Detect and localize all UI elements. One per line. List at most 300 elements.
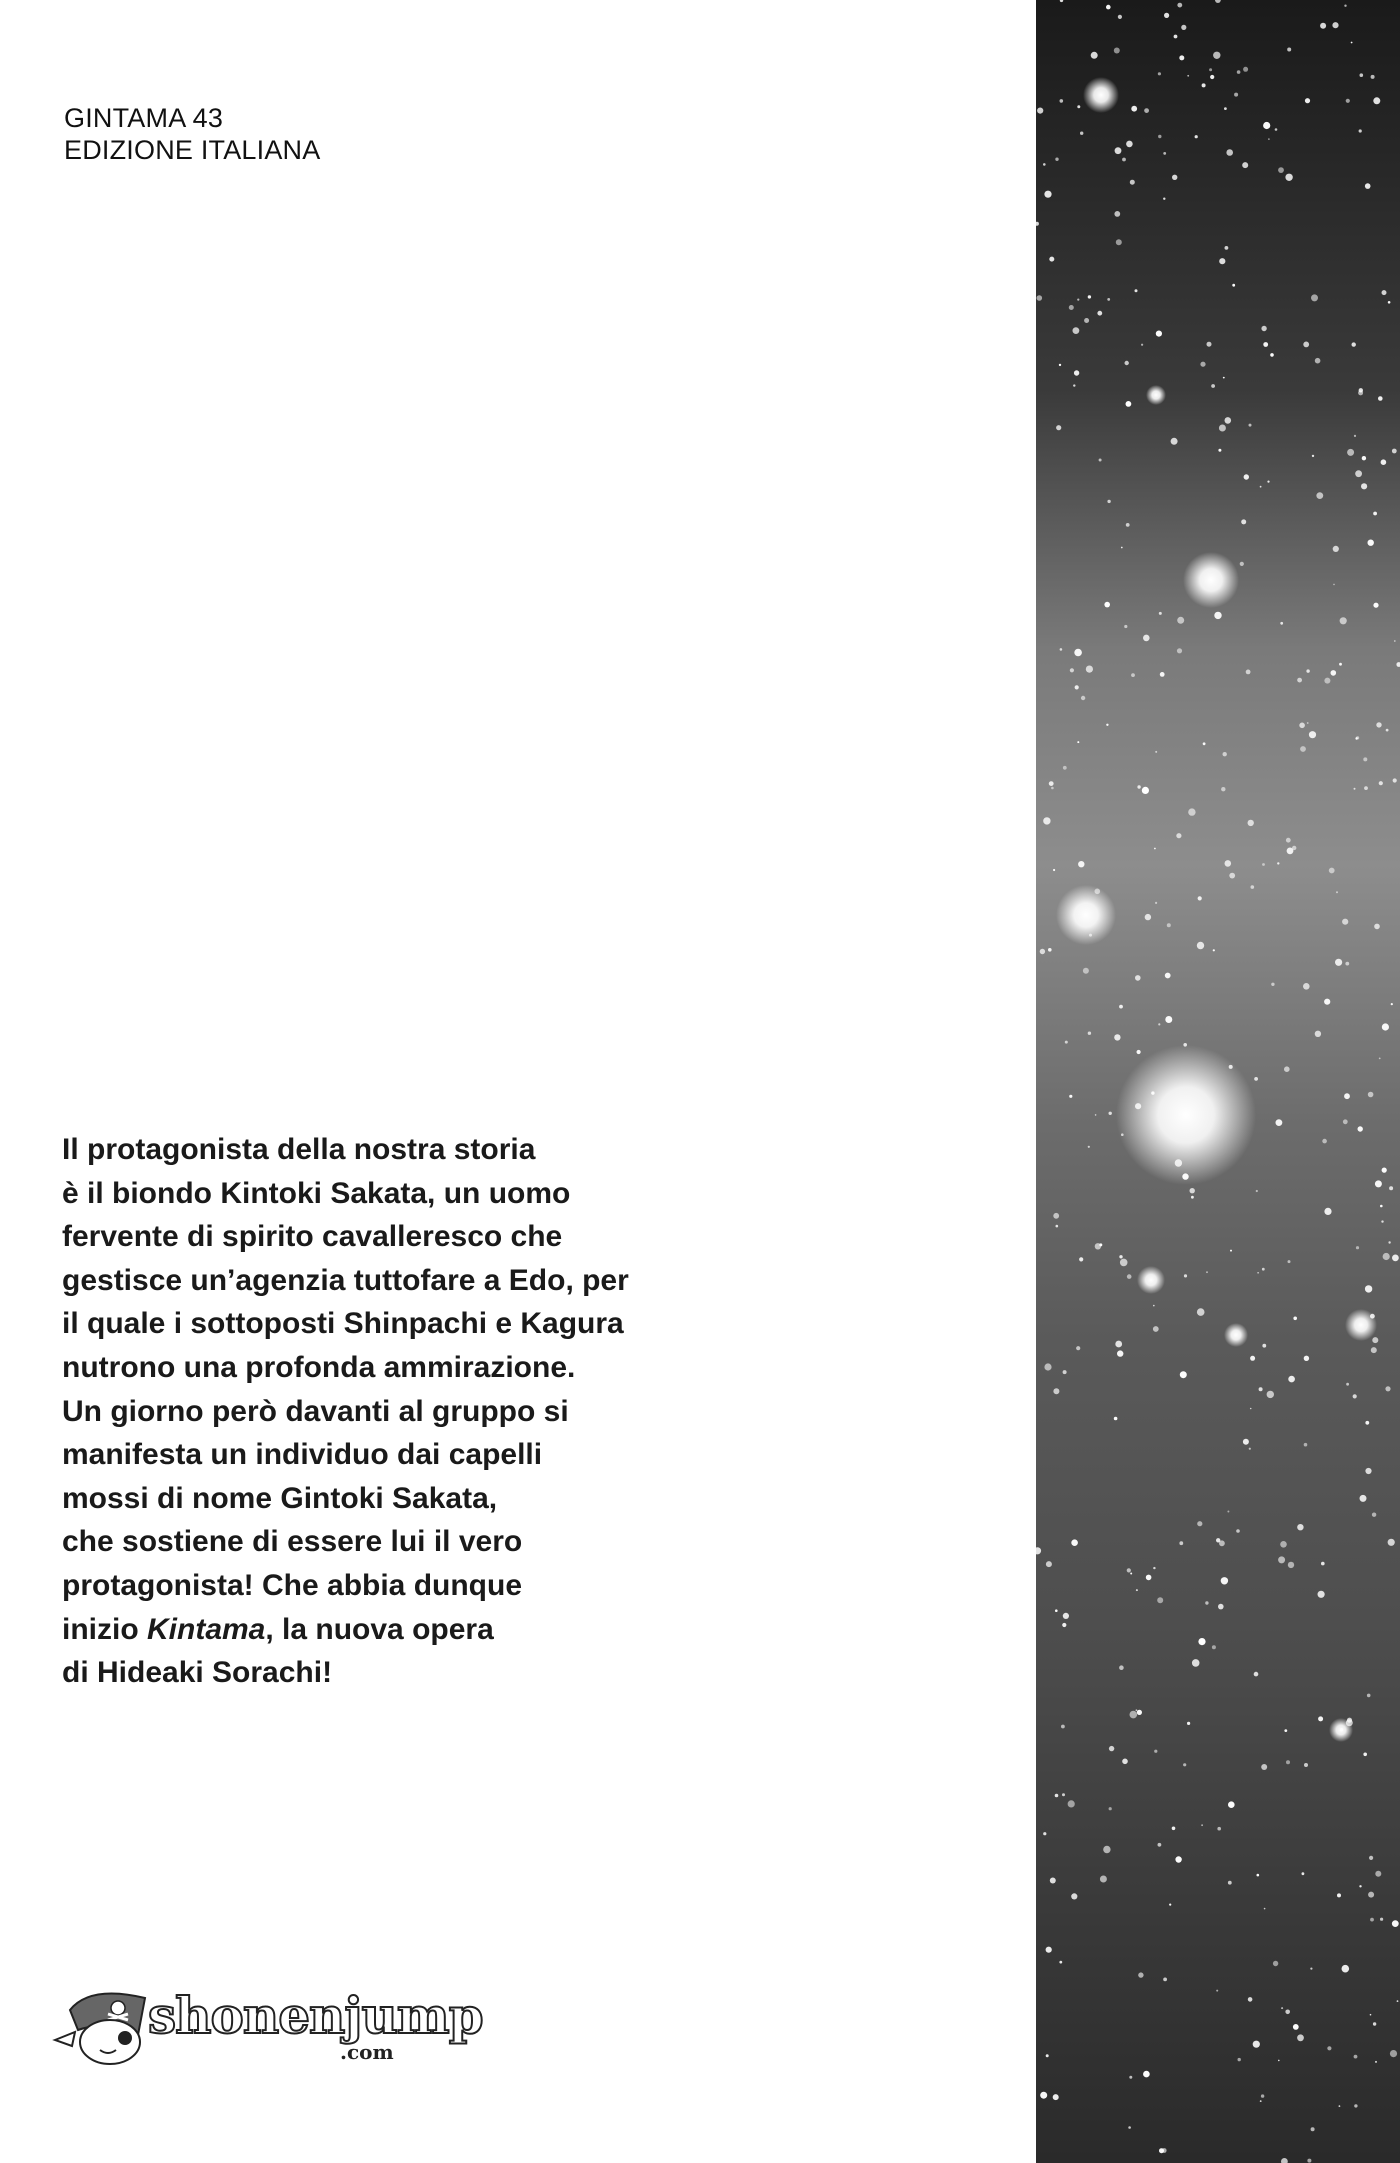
star [1371,75,1375,79]
star [1273,1961,1278,1966]
star [1177,3,1182,8]
star [1089,934,1092,937]
star [1119,1005,1123,1009]
star [1036,222,1039,226]
star [1165,1016,1172,1023]
star [1136,1589,1138,1591]
star [1363,1753,1367,1757]
star [1388,1241,1390,1243]
star [1304,1763,1308,1767]
star [1177,617,1184,624]
star [1280,622,1283,625]
starfield-image [1036,0,1400,2163]
star [1107,298,1110,301]
star [1153,1326,1159,1332]
star [1370,1314,1375,1319]
star [1223,377,1225,379]
star [1309,731,1316,738]
star [1271,983,1274,986]
synopsis-line: fervente di spirito cavalleresco che [62,1220,563,1254]
star [1382,1023,1389,1030]
star [1396,662,1400,667]
star [1142,787,1149,794]
star [1300,746,1306,752]
bright-star [1224,1323,1248,1347]
star [1062,1793,1065,1796]
star [1356,1246,1359,1249]
synopsis-line: gestisce un’agenzia tuttofare a Edo, per [62,1263,629,1297]
star [1053,2094,1059,2100]
star [1307,2159,1311,2163]
star [1365,1468,1371,1474]
star [1369,1856,1373,1860]
star [1320,23,1326,29]
star [1062,1623,1066,1627]
star [1077,741,1079,743]
star [1049,257,1054,262]
star [1056,1225,1059,1228]
star [1392,1920,1399,1927]
star [1143,2071,1150,2078]
star [1236,1529,1240,1533]
star [1324,678,1330,684]
star [1055,158,1058,161]
star [1380,1918,1383,1921]
star [1382,1168,1387,1173]
star [1382,290,1387,295]
star [1388,1539,1395,1546]
star [1318,1716,1323,1721]
star [1333,546,1339,552]
star [1223,752,1227,756]
star [1225,246,1229,250]
star [1339,663,1342,666]
star [1277,862,1279,864]
star [1276,1119,1283,1126]
star [1191,1196,1194,1199]
star [1267,1391,1274,1398]
star [1373,2022,1376,2025]
star [1205,1601,1208,1604]
star [1129,2076,1132,2079]
star [1046,2054,1049,2057]
star [1302,1872,1305,1875]
star [1100,1876,1107,1883]
star [1383,1253,1390,1260]
star [1346,99,1350,103]
star [1117,1350,1123,1356]
starfield-illustration [1036,0,1400,2163]
star [1114,48,1120,54]
star [1260,486,1262,488]
star [1288,1376,1295,1383]
star [1306,669,1309,672]
star [1164,13,1169,18]
star [1230,1250,1232,1252]
star [1257,1874,1260,1877]
star [1172,1827,1176,1831]
star [1380,1205,1383,1208]
star [1073,384,1075,386]
star [1261,326,1266,331]
star [1187,75,1189,77]
star [1063,1370,1067,1374]
star [1197,1308,1205,1316]
star [1365,1421,1369,1425]
star [1293,2024,1299,2030]
star [1099,459,1102,462]
star [1234,93,1238,97]
star [1228,1881,1232,1885]
star [1055,1794,1059,1798]
star [1130,180,1135,185]
star [1248,820,1254,826]
star [1370,2014,1372,2016]
star [1241,519,1246,524]
star [1073,327,1080,334]
star [1381,1220,1383,1222]
star [1197,942,1204,949]
star [1225,860,1232,867]
star [1075,685,1079,689]
star [1324,999,1330,1005]
star [1228,1801,1235,1808]
star [1284,1066,1290,1072]
star [1138,1972,1143,1977]
star [1303,342,1309,348]
star [1151,1091,1154,1094]
star [1154,848,1156,850]
star [1203,742,1206,745]
star [1198,896,1202,900]
star [1122,1759,1128,1765]
star [1158,72,1161,75]
star [1340,617,1347,624]
star [1060,99,1064,103]
star [1095,889,1101,895]
star [1088,1032,1091,1035]
star [1263,342,1268,347]
star [1214,612,1221,619]
star [1128,2126,1131,2129]
star [1131,106,1137,112]
star [1229,873,1235,879]
star [1143,635,1150,642]
star [1174,35,1178,39]
star [1248,1997,1253,2002]
star [1299,723,1305,729]
star [1224,107,1227,110]
star [1114,1034,1120,1040]
star [1264,1908,1266,1910]
star [1342,1965,1350,1973]
star [1260,2100,1262,2102]
star [1130,1573,1132,1575]
star [1210,75,1214,79]
star [1261,1764,1267,1770]
star [1122,158,1126,162]
star [1307,722,1309,724]
star [1218,1604,1224,1610]
star [1207,342,1212,347]
star [1227,1511,1229,1513]
star [1158,1023,1160,1025]
star [1363,757,1367,761]
star [1091,52,1098,59]
star [1188,808,1195,815]
star [1043,817,1050,824]
star [1181,25,1186,30]
star [1126,523,1130,527]
star [1354,2055,1358,2059]
star [1376,722,1381,727]
star [1070,668,1074,672]
star [1135,975,1141,981]
star [1114,211,1120,217]
star [1368,1892,1374,1898]
star [1226,149,1233,156]
star [1037,295,1043,301]
star [1339,2105,1341,2107]
star [1137,1710,1142,1715]
synopsis-line: il quale i sottoposti Shinpachi e Kagura [62,1307,624,1341]
star [1262,863,1265,866]
star [1285,174,1292,181]
star [1219,425,1226,432]
star [1304,1356,1309,1361]
star [1040,949,1045,954]
star [1288,1562,1294,1568]
bright-star [1183,552,1239,608]
star [1146,1575,1152,1581]
star [1213,949,1215,951]
star [1390,2050,1397,2057]
star [1084,318,1089,323]
star [1163,152,1166,155]
star [1355,737,1357,739]
star [1036,1547,1041,1554]
star [1137,785,1140,788]
bright-star [1137,1266,1165,1294]
star [1262,1268,1265,1271]
star [1360,73,1364,77]
star [1216,1538,1220,1542]
star [1333,584,1335,586]
star [1262,1344,1266,1348]
star [1135,1103,1141,1109]
star [1336,891,1338,893]
star [1242,162,1248,168]
star [1080,132,1083,135]
star [1053,1388,1059,1394]
star [1124,625,1127,628]
star [1179,55,1184,60]
italic-title: Kintama [147,1612,266,1646]
logo-wordmark: shonenjump [148,1986,483,2045]
star [1127,1568,1131,1572]
synopsis-line: protagonista! Che abbia dunque [62,1568,523,1602]
star [1261,2094,1264,2097]
star [1183,1043,1187,1047]
star [1109,1112,1112,1115]
text: inizio [62,1612,147,1646]
star [1393,778,1397,782]
star [1130,1711,1138,1719]
star [1074,649,1082,657]
star [1359,129,1362,132]
star [1386,729,1389,732]
star [1107,500,1110,503]
star [1037,108,1043,114]
star [1177,648,1182,653]
star [1071,1893,1077,1899]
star [1347,1718,1352,1723]
star [1158,135,1161,138]
star [1365,1285,1372,1292]
star [1126,401,1132,407]
star [1154,1750,1157,1753]
star [1375,1871,1381,1877]
star [1175,1856,1181,1862]
star [1137,1050,1141,1054]
star [1109,1746,1114,1751]
star [1119,1665,1124,1670]
synopsis-line: mossi di nome Gintoki Sakata, [62,1481,498,1515]
star [1078,861,1084,867]
star [1244,474,1249,479]
star [1251,885,1255,889]
star [1046,1561,1052,1567]
star [1046,1947,1052,1953]
bright-star [1146,385,1166,405]
star [1119,1255,1122,1258]
star [1311,2127,1315,2131]
star [1109,1807,1112,1810]
star [1059,1961,1062,1964]
star [1063,1613,1069,1619]
star [1213,52,1220,59]
star [1324,1208,1331,1215]
star [1370,1918,1374,1922]
star [1337,1893,1341,1897]
star [1249,424,1252,427]
star [1212,1645,1216,1649]
star [1379,781,1383,785]
star [1250,1356,1255,1361]
star [1373,603,1378,608]
star [1310,1968,1312,1970]
star [1095,1243,1101,1249]
star [1044,1363,1051,1370]
star [1331,670,1337,676]
star [1175,1159,1182,1166]
star [1354,2104,1357,2107]
star [1343,1119,1348,1124]
star [1240,562,1244,566]
star [1121,547,1123,549]
synopsis-line [62,1608,629,1652]
star [1257,1272,1259,1274]
star [1315,1031,1321,1037]
star [1367,1694,1371,1698]
star [1243,67,1248,72]
star [1332,22,1338,28]
star [1270,353,1274,357]
star [1197,1521,1202,1526]
star [1253,2041,1260,2048]
star [1342,919,1348,925]
star [1115,147,1122,154]
star [1049,781,1054,786]
star [1388,301,1391,304]
star [1362,456,1366,460]
star [1206,1271,1208,1273]
star [1163,1978,1167,1982]
star [1284,1729,1287,1732]
star [1055,1609,1058,1612]
star [1044,191,1051,198]
star [1346,1383,1349,1386]
star [1059,364,1061,366]
star [1293,1317,1297,1321]
edition-label: EDIZIONE ITALIANA [64,135,321,165]
star [1153,1305,1155,1307]
star [1219,258,1225,264]
star [1259,1387,1263,1391]
star [1061,1725,1065,1729]
star [1217,1827,1221,1831]
star [1359,388,1363,392]
star [1198,1638,1205,1645]
star [1156,331,1162,337]
star [1081,696,1085,700]
star [1385,1386,1390,1391]
star [1292,846,1296,850]
star [1347,449,1354,456]
star [1374,924,1380,930]
star [1353,1394,1357,1398]
star [1375,2061,1377,2063]
star [1169,1904,1171,1906]
star [1215,0,1221,3]
star [1221,1577,1228,1584]
star [1076,1346,1080,1350]
star [1256,1190,1258,1192]
star [1209,68,1212,71]
star [1368,1092,1374,1098]
star [1218,449,1221,452]
synopsis-line: Il protagonista della nostra storia [62,1133,536,1166]
star [1378,396,1383,401]
star [1043,163,1046,166]
star [1221,787,1225,791]
star [1375,1180,1382,1187]
star [1352,342,1356,346]
star [1165,973,1171,979]
star [1391,1003,1393,1005]
star [1171,438,1178,445]
star [1281,2007,1283,2009]
star [1063,766,1067,770]
star [1074,370,1079,375]
synopsis-line: è il biondo Kintoki Sakata, un uomo [62,1176,571,1210]
star [1120,1259,1128,1267]
star [1195,135,1198,138]
star [1077,105,1080,108]
pirate-mascot-icon [50,1980,150,2070]
star [1311,294,1318,301]
star [1354,435,1356,437]
